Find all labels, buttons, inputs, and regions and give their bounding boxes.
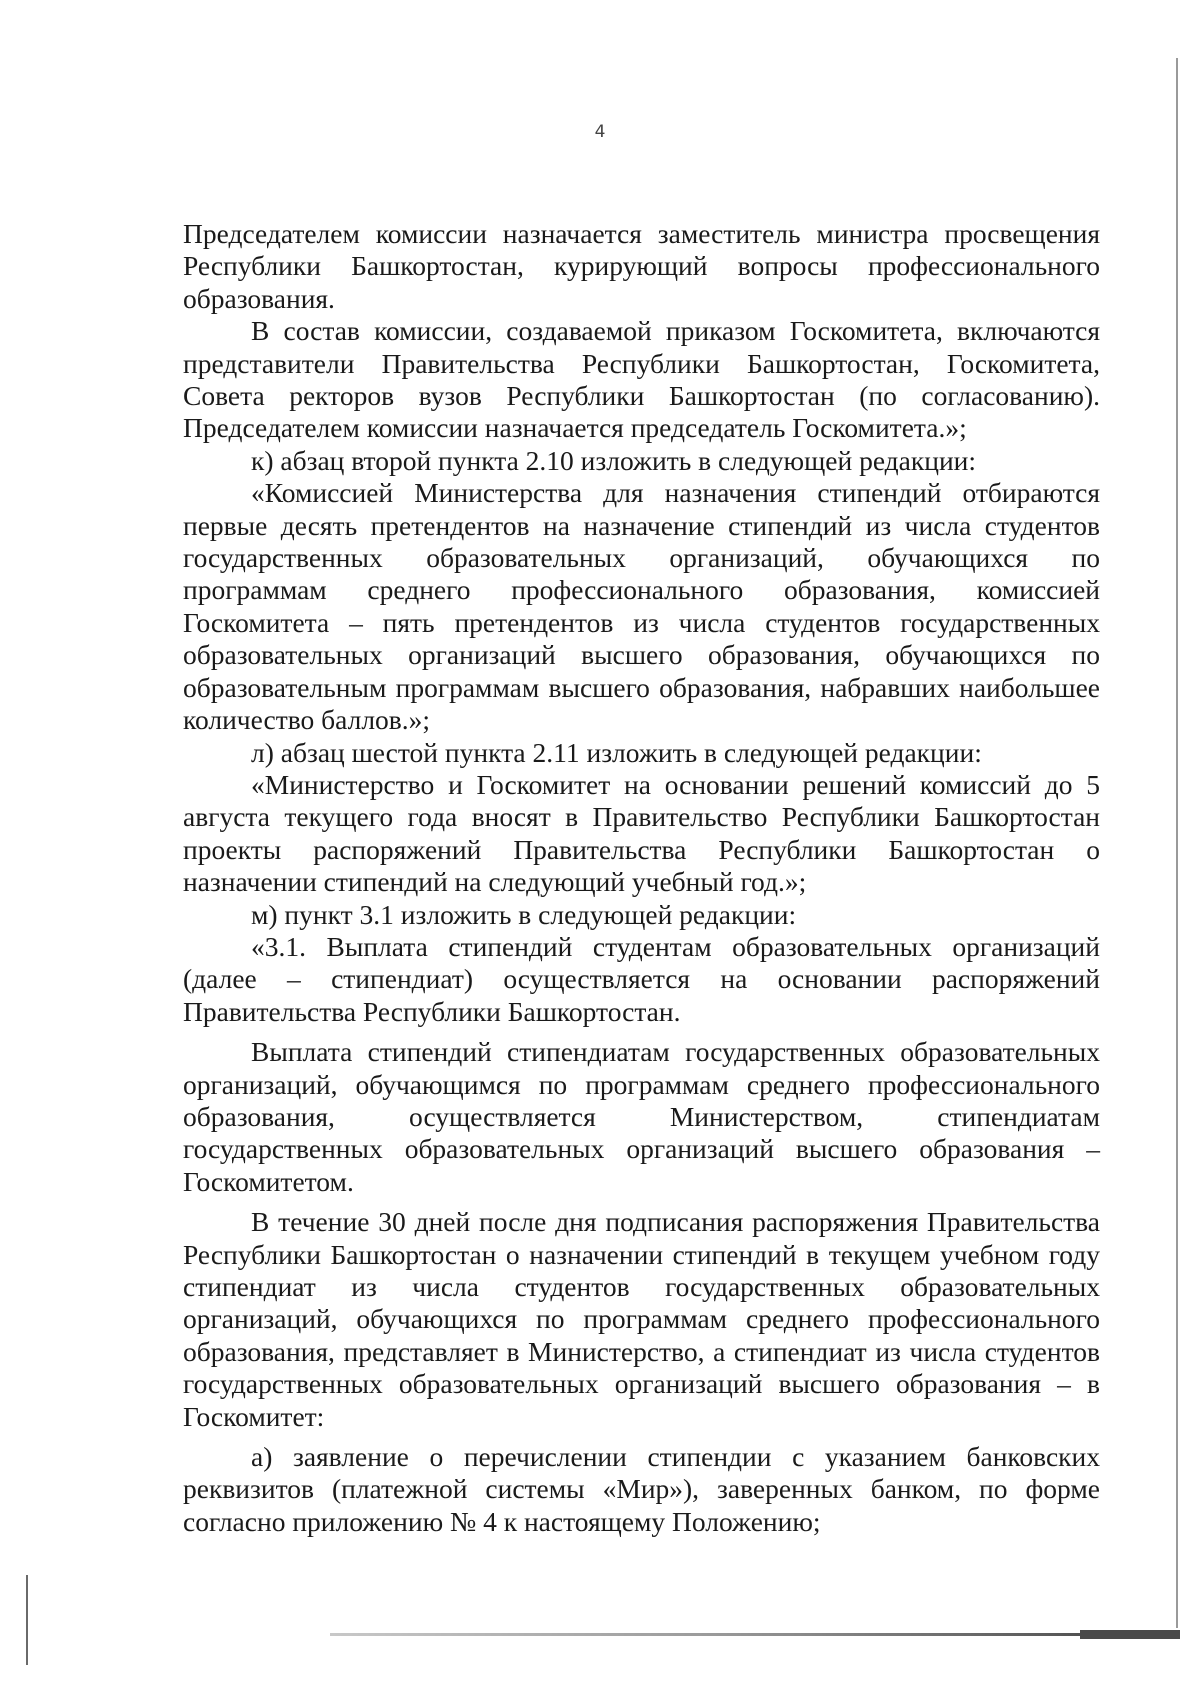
paragraph: Выплата стипендий стипендиатам государственных образовательных организаций, обучающимся по программам среднего профессионального образования, осуществляется Министерством, стипендиатам государственных образовательных организаций высшего образования – Госкомитетом.	[183, 1036, 1100, 1197]
page-number: 4	[594, 122, 606, 142]
document-body	[183, 218, 1100, 1538]
paragraph: л) абзац шестой пункта 2.11 изложить в следующей редакции:	[251, 736, 982, 768]
paragraph: к) абзац второй пункта 2.10 изложить в следующей редакции:	[251, 444, 977, 476]
scan-edge-bottom	[330, 1633, 1180, 1636]
paragraph: В течение 30 дней после дня подписания распоряжения Правительства Республики Башкортостан о назначении стипендий в текущем учебном году стипендиат из числа студентов государственных образовательных организаций, обучающихся по программам среднего профессионального образования, представляет в Министерство, а стипендиат из числа студентов государственных образовательных организаций высшего образования – в Госкомитет:	[183, 1206, 1100, 1432]
scan-edge-right	[1176, 58, 1178, 1628]
paragraph: «3.1. Выплата стипендий студентам образовательных организаций (далее – стипендиат) осуществляется на основании распоряжений Правительства Республики Башкортостан.	[183, 930, 1100, 1027]
paragraph: В состав комиссии, создаваемой приказом Госкомитета, включаются представители Правительства Республики Башкортостан, Госкомитета, Совета ректоров вузов Республики Башкортостан (по согласованию). Председателем комиссии назначается председатель Госкомитета.»;	[183, 315, 1100, 444]
paragraph: «Комиссией Министерства для назначения стипендий отбираются первые десять претендентов на назначение стипендий из числа студентов государственных образовательных организаций, обучающихся по программам среднего профессионального образования, комиссией Госкомитета – пять претендентов из числа студентов государственных образовательных организаций высшего образования, обучающихся по образовательным программам высшего образования, набравших наибольшее количество баллов.»;	[183, 477, 1100, 736]
scan-edge-bottom-dark	[1080, 1630, 1180, 1639]
paragraph: а) заявление о перечислении стипендии с указанием банковских реквизитов (платежной системы «Мир»), заверенных банком, по форме согласно приложению № 4 к настоящему Положению;	[183, 1441, 1100, 1537]
paragraph: Председателем комиссии назначается заместитель министра просвещения Республики Башкортостан, курирующий вопросы профессионального образования.	[183, 218, 1100, 314]
paragraph: «Министерство и Госкомитет на основании решений комиссий до 5 августа текущего года вносят в Правительство Республики Башкортостан проекты распоряжений Правительства Республики Башкортостан о назначении стипендий на следующий учебный год.»;	[183, 768, 1100, 898]
paragraph: м) пункт 3.1 изложить в следующей редакции:	[251, 898, 797, 930]
scan-edge-left	[26, 1575, 28, 1665]
